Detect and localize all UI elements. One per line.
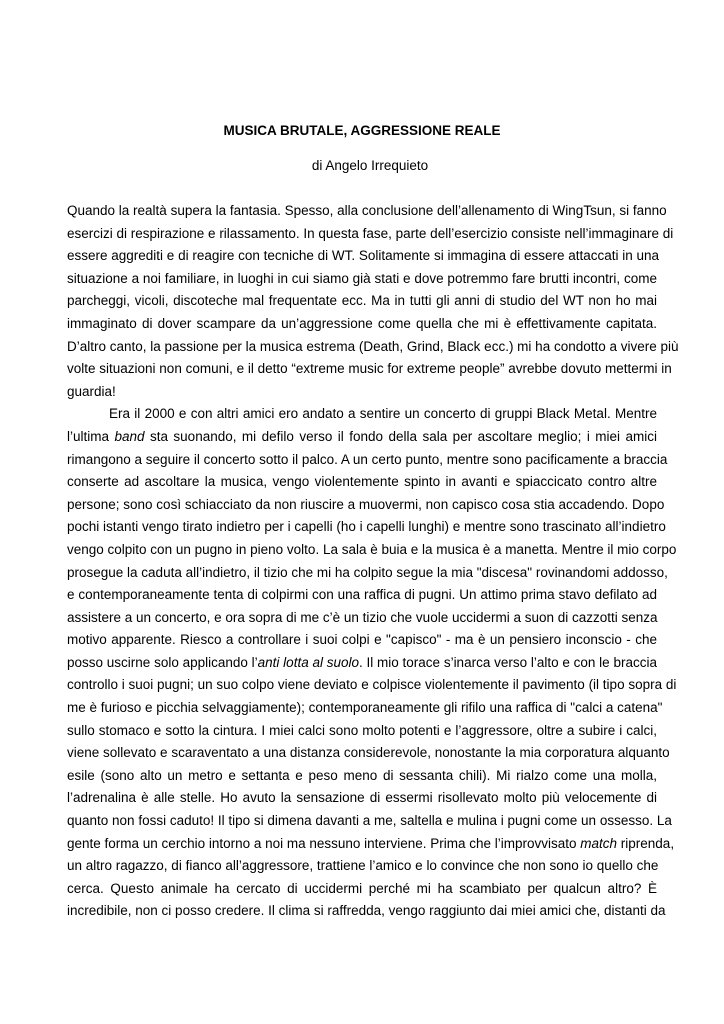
- text-line: [67, 200, 667, 223]
- text-segment: me è furioso e picchia selvaggiamente); contemporaneamente gli rifilo una raffica di "calci a catena": [67, 700, 663, 716]
- text-line: [67, 720, 657, 743]
- text-segment: D’altro canto, la passione per la musica estrema (Death, Grind, Black ecc.) mi ha condotto a vivere più: [67, 338, 679, 354]
- text-segment: pochi istanti vengo tirato indietro per i capelli (ho i capelli lunghi) e mentre sono trascinato all’indietro: [67, 519, 666, 535]
- italic-text: band: [114, 428, 145, 444]
- text-segment: l’ultima: [67, 428, 115, 444]
- text-segment: vengo colpito con un pugno in pieno volto. La sala è buia e la musica è a manetta. Mentre il mio corpo: [67, 541, 677, 557]
- text-line: [67, 358, 672, 381]
- text-segment: rimangono a seguire il concerto sotto il palco. A un certo punto, mentre sono pacificamente a braccia: [67, 451, 668, 467]
- text-segment: persone; sono così schiacciato da non riuscire a muovermi, non capisco cosa stia accadendo. Dopo: [67, 496, 665, 512]
- text-segment: un altro ragazzo, di fianco all’aggressore, trattiene l’amico e lo convince che non sono io quello che: [67, 858, 659, 874]
- text-segment: assistere a un concerto, e ora sopra di me c’è un tizio che vuole uccidermi a suon di cazzotti senza: [67, 609, 658, 625]
- text-segment: gente forma un cerchio intorno a noi ma nessuno interviene. Prima che l’improvvisato: [67, 835, 581, 851]
- text-segment: controllo i suoi pugni; un suo colpo viene deviato e colpisce violentemente il pavimento (il tipo sopra di: [67, 677, 677, 693]
- text-segment: . Il mio torace s’inarca verso l’alto e con le braccia: [359, 654, 657, 670]
- text-segment: guardia!: [67, 383, 116, 399]
- text-line: [67, 833, 675, 856]
- body-text: [67, 200, 679, 923]
- text-segment: Era il 2000 e con altri amici ero andato a sentire un concerto di gruppi Black Metal. Mentre: [109, 406, 657, 422]
- text-line: [67, 584, 657, 607]
- text-line: [67, 290, 657, 313]
- text-line: [67, 539, 677, 562]
- text-segment: immaginato di dover scampare da un’aggressione come quella che mi è effettivamente capitata.: [67, 315, 657, 331]
- text-line: [67, 449, 668, 472]
- text-segment: prosegue la caduta all’indietro, il tizio che mi ha colpito segue la mia "discesa" rovinandomi addosso,: [67, 564, 668, 580]
- text-segment: quanto non fossi caduto! Il tipo si dimena davanti a me, saltella e mulina i pugni come un ossesso. La: [67, 813, 672, 829]
- text-segment: viene sollevato e scaraventato a una distanza considerevole, nonostante la mia corporatura alquanto: [67, 745, 670, 761]
- text-line: [67, 878, 657, 901]
- text-segment: cerca. Questo animale ha cercato di uccidermi perché mi ha scambiato per qualcun altro? È: [67, 880, 657, 896]
- text-line: [67, 652, 657, 675]
- text-line: [67, 810, 672, 833]
- text-line: [67, 245, 660, 268]
- text-line: [67, 336, 679, 359]
- text-line: [67, 697, 663, 720]
- text-segment: riprenda,: [617, 835, 675, 851]
- text-line: [67, 900, 666, 923]
- italic-text: match: [580, 835, 618, 851]
- text-line: [67, 403, 657, 426]
- text-line: [67, 674, 677, 697]
- text-segment: parcheggi, vicoli, discoteche mal frequentate ecc. Ma in tutti gli anni di studio del WT non ho mai: [67, 293, 657, 309]
- text-segment: motivo apparente. Riesco a controllare i suoi colpi e "capisco" - ma è un pensiero inconscio - che: [67, 632, 657, 648]
- text-line: [67, 516, 666, 539]
- text-segment: essere aggrediti e di reagire con tecniche di WT. Solitamente si immagina di essere attaccati in una: [67, 248, 660, 264]
- document-title: MUSICA BRUTALE, AGGRESSIONE REALE: [223, 123, 501, 138]
- text-line: [67, 855, 657, 878]
- text-line: [67, 787, 657, 810]
- text-line: [67, 313, 657, 336]
- text-line: [67, 494, 665, 517]
- text-line: [67, 629, 657, 652]
- text-segment: l’adrenalina è alle stelle. Ho avuto la sensazione di essermi risollevato molto più velocemente di: [67, 790, 657, 806]
- text-segment: conserte ad ascoltare la musica, vengo violentemente spinto in avanti e spiaccicato contro altre: [67, 474, 657, 490]
- italic-text: anti lotta al suolo: [257, 654, 359, 670]
- text-line: [67, 607, 657, 630]
- text-segment: situazione a noi familiare, in luoghi in cui siamo già stati e dove potremmo fare brutti incontri, come: [67, 270, 657, 286]
- text-segment: volte situazioni non comuni, e il detto “extreme music for extreme people” avrebbe dovuto mettermi in: [67, 361, 672, 377]
- text-segment: e contemporaneamente tenta di colpirmi con una raffica di pugni. Un attimo prima stavo defilato ad: [67, 587, 657, 603]
- text-line: [67, 742, 670, 765]
- text-line: [67, 765, 657, 788]
- text-segment: posso uscirne solo applicando l’: [67, 654, 258, 670]
- text-line: [67, 381, 657, 404]
- text-line: [67, 223, 674, 246]
- text-line: [67, 268, 657, 291]
- text-segment: incredibile, non ci posso credere. Il clima si raffredda, vengo raggiunto dai miei amici che, distanti da: [67, 903, 666, 919]
- text-line: [67, 471, 657, 494]
- text-line: [67, 562, 668, 585]
- text-segment: sullo stomaco e sotto la cintura. I miei calci sono molto potenti e l’aggressore, oltre a subire i calci,: [67, 722, 657, 738]
- text-segment: Quando la realtà supera la fantasia. Spesso, alla conclusione dell’allenamento di WingTsun, si fanno: [67, 203, 667, 218]
- text-segment: esile (sono alto un metro e settanta e peso meno di sessanta chili). Mi rialzo come una molla,: [67, 767, 657, 783]
- text-line: [67, 426, 657, 449]
- text-segment: sta suonando, mi defilo verso il fondo della sala per ascoltare meglio; i miei amici: [144, 428, 657, 444]
- text-segment: esercizi di respirazione e rilassamento. In questa fase, parte dell’esercizio consiste nell’immaginare di: [67, 225, 674, 241]
- document-author: di Angelo Irrequieto: [311, 158, 429, 173]
